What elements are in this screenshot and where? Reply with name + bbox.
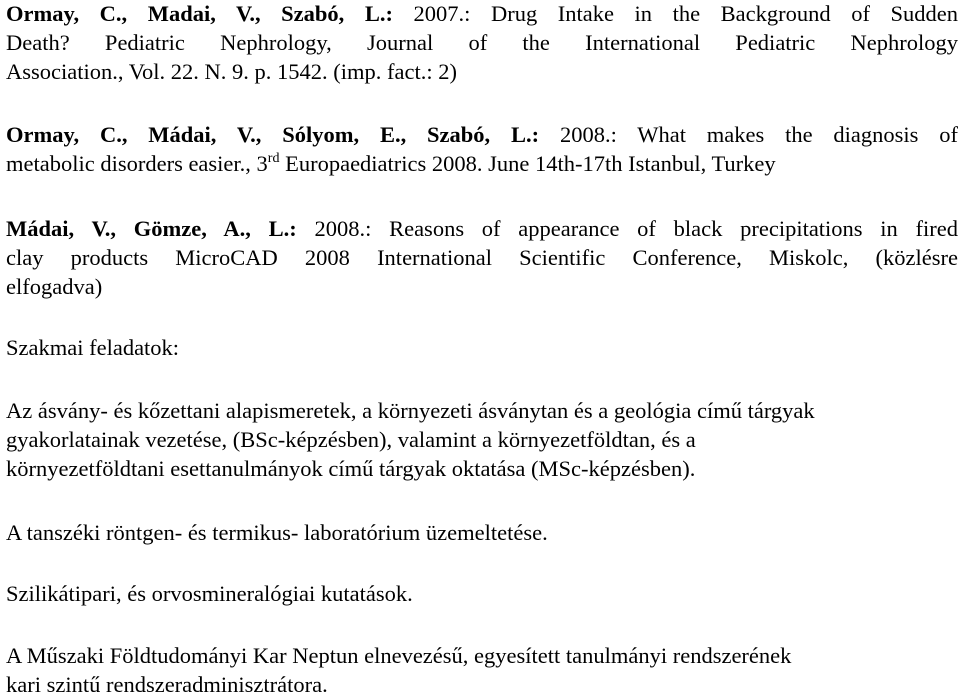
publication-text: 2008.: What makes the diagnosis of bbox=[559, 122, 958, 147]
task-paragraph bbox=[6, 396, 958, 483]
publication-authors: Ormay, C., Madai, V., Szabó, L.: bbox=[6, 1, 393, 26]
task-paragraph bbox=[6, 579, 958, 608]
publication-text: 2007.: Drug Intake in the Background of Sudden bbox=[413, 1, 958, 26]
publication-line bbox=[6, 0, 958, 28]
publication-entry bbox=[6, 214, 958, 301]
task-paragraph bbox=[6, 641, 958, 699]
publication-entry bbox=[6, 0, 958, 86]
publication-text: Europaediatrics 2008. June 14th-17th Istanbul, Turkey bbox=[279, 151, 776, 176]
publication-authors: Mádai, V., Gömze, A., L.: bbox=[6, 216, 297, 241]
task-line: gyakorlatainak vezetése, (BSc-képzésben), valamint a környezetföldtan, és a bbox=[6, 427, 696, 452]
task-paragraph bbox=[6, 518, 958, 547]
section-heading: Szakmai feladatok: bbox=[6, 335, 180, 360]
publication-line: elfogadva) bbox=[6, 274, 103, 299]
task-line: A Műszaki Földtudományi Kar Neptun elnevezésű, egyesített tanulmányi rendszerének bbox=[6, 643, 792, 668]
publication-entry bbox=[6, 120, 958, 178]
publication-line: Association., Vol. 22. N. 9. p. 1542. (imp. fact.: 2) bbox=[6, 59, 458, 84]
publication-text: 2008.: Reasons of appearance of black precipitations in fired bbox=[314, 216, 959, 241]
task-line: A tanszéki röntgen- és termikus- laboratórium üzemeltetése. bbox=[6, 520, 548, 545]
task-line: kari szintű rendszeradminisztrátora. bbox=[6, 672, 328, 697]
task-line: környezetföldtani esettanulmányok című tárgyak oktatása (MSc-képzésben). bbox=[6, 456, 696, 481]
publication-authors: Ormay, C., Mádai, V., Sólyom, E., Szabó, L.: bbox=[6, 122, 540, 147]
publication-text: metabolic disorders easier., 3 bbox=[6, 151, 268, 176]
publication-line bbox=[6, 214, 958, 243]
ordinal-superscript: rd bbox=[267, 151, 280, 166]
task-line: Szilikátipari, és orvosmineralógiai kutatások. bbox=[6, 581, 413, 606]
publication-line bbox=[6, 120, 958, 149]
publication-line: clay products MicroCAD 2008 International Scientific Conference, Miskolc, (közlésre bbox=[6, 245, 958, 270]
task-line: Az ásvány- és kőzettani alapismeretek, a környezeti ásványtan és a geológia című tárgyak bbox=[6, 398, 815, 423]
publication-line: Death? Pediatric Nephrology, Journal of the International Pediatric Nephrology bbox=[6, 30, 958, 55]
publication-line bbox=[6, 149, 958, 178]
